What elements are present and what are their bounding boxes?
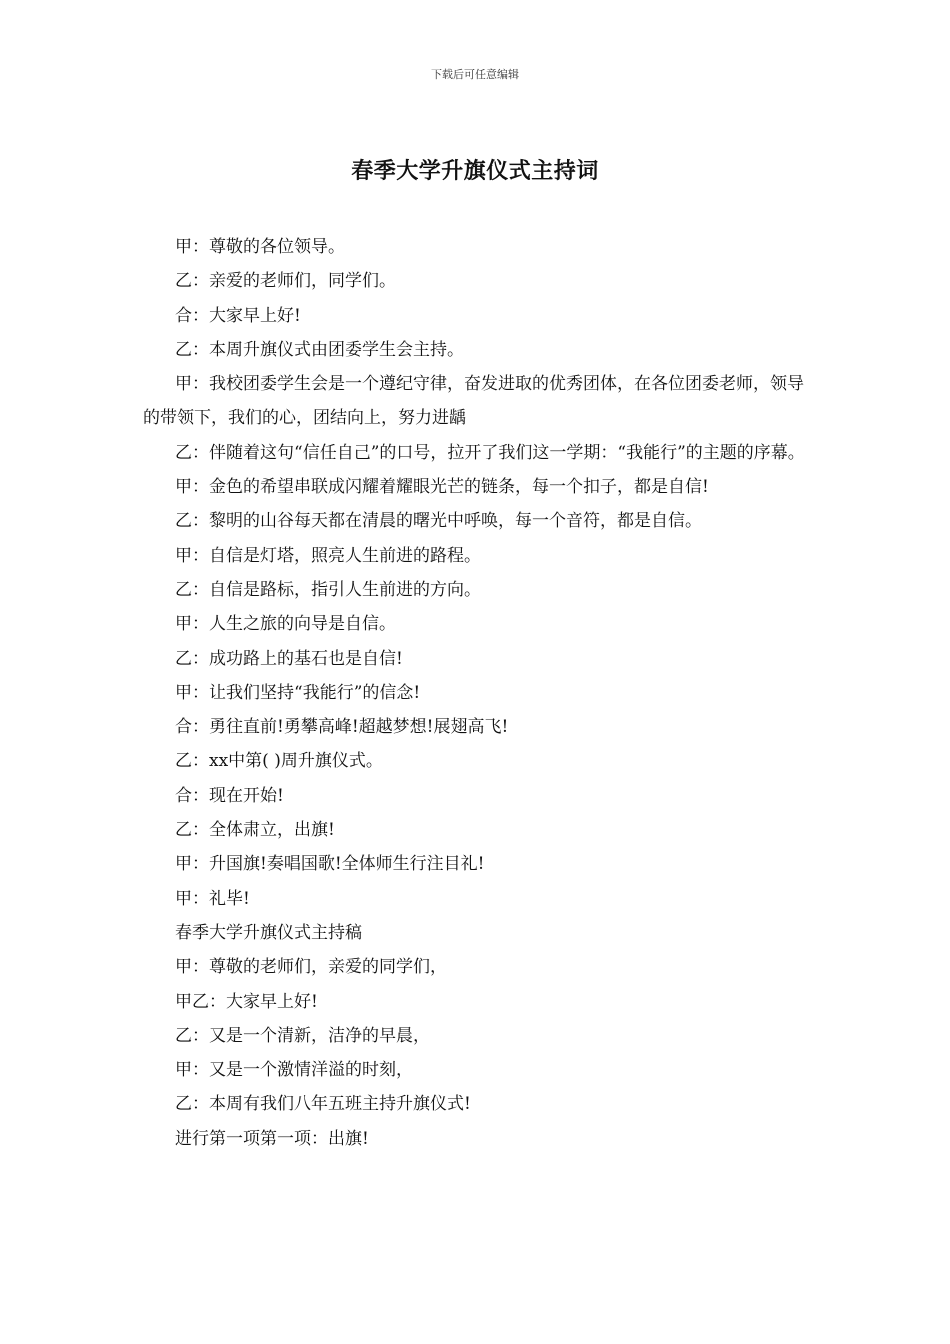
paragraph: 乙：本周升旗仪式由团委学生会主持。 [175,339,464,360]
paragraph: 进行第一项第一项：出旗! [175,1128,369,1149]
paragraph: 甲：礼毕! [175,888,250,909]
paragraph: 甲：金色的希望串联成闪耀着耀眼光芒的链条，每一个扣子，都是自信! [175,477,709,498]
paragraph: 乙：自信是路标，指引人生前进的方向。 [175,579,481,600]
paragraph: 合：勇往直前!勇攀高峰!超越梦想!展翅高飞! [175,717,509,738]
document-title: 春季大学升旗仪式主持词 [351,158,599,184]
document-body [143,230,807,1156]
paragraph: 甲：人生之旅的向导是自信。 [175,614,396,635]
paragraph: 甲：升国旗!奏唱国歌!全体师生行注目礼! [175,854,485,875]
paragraph: 乙：亲爱的老师们，同学们。 [175,271,396,292]
paragraph: 甲乙：大家早上好! [175,991,318,1012]
paragraph: 甲：尊敬的老师们，亲爱的同学们， [175,957,447,978]
paragraph: 合：大家早上好! [175,305,301,326]
paragraph: 甲：又是一个激情洋溢的时刻， [175,1060,413,1081]
paragraph: 甲：我校团委学生会是一个遵纪守律，奋发进取的优秀团体，在各位团委老师，领导的带领下，我们的心，团结向上，努力进龋 [143,374,804,429]
paragraph: 合：现在开始! [175,785,284,806]
paragraph: 乙：xx中第( )周升旗仪式。 [175,751,383,772]
section-heading: 春季大学升旗仪式主持稿 [175,922,362,943]
paragraph: 乙：全体肃立，出旗! [175,820,335,841]
page-header-note: 下载后可任意编辑 [431,68,519,81]
paragraph: 乙：黎明的山谷每天都在清晨的曙光中呼唤，每一个音符，都是自信。 [175,511,702,532]
paragraph: 甲：尊敬的各位领导。 [175,237,345,257]
paragraph: 甲：让我们坚持“我能行”的信念! [175,682,421,703]
paragraph: 乙：又是一个清新，洁净的早晨， [175,1025,430,1046]
paragraph: 乙：本周有我们八年五班主持升旗仪式! [175,1094,471,1115]
paragraph: 乙：伴随着这句“信任自己”的口号，拉开了我们这一学期：“我能行”的主题的序幕。 [175,442,805,463]
paragraph: 甲：自信是灯塔，照亮人生前进的路程。 [175,545,481,566]
paragraph: 乙：成功路上的基石也是自信! [175,648,403,669]
